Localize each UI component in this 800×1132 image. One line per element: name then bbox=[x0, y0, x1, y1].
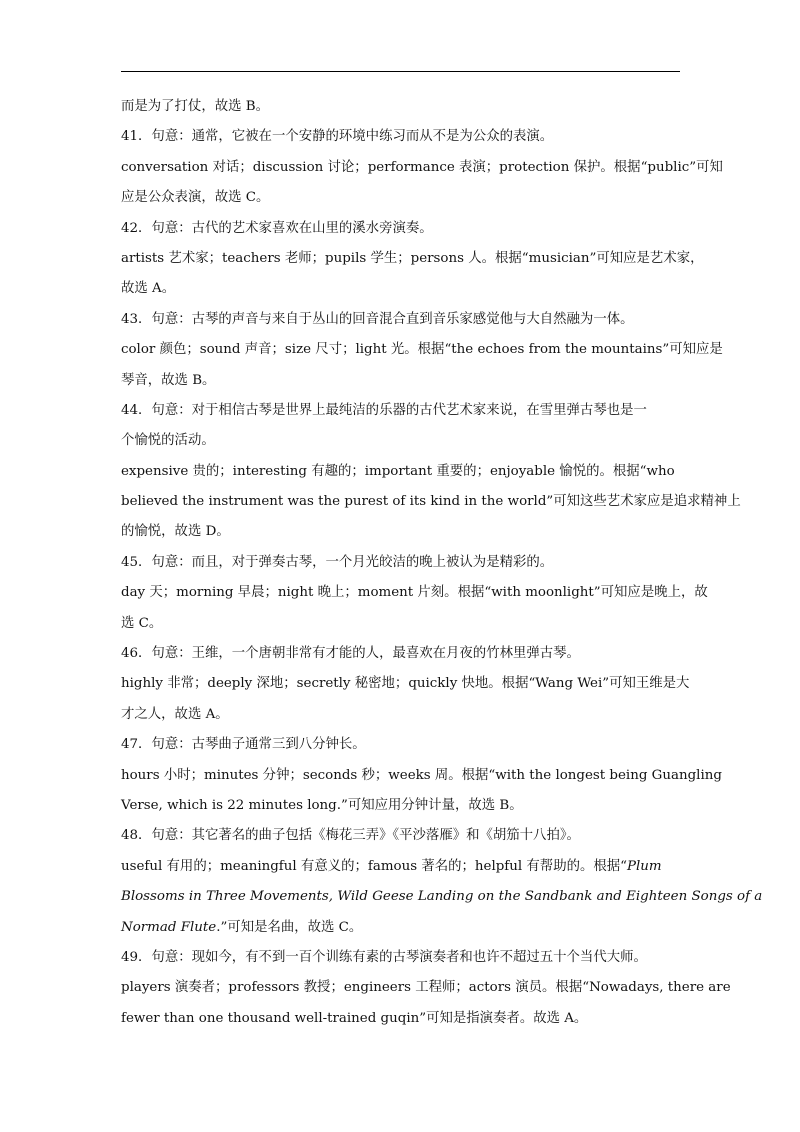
question-43-meaning: 43．句意：古琴的声音与来自于丛山的回音混合直到音乐家感觉他与大自然融为一体。 bbox=[121, 311, 634, 327]
text-line: 而是为了打仗，故选 B。 bbox=[121, 99, 270, 114]
question-49-answer: fewer than one thousand well-trained guqin”可知是指演奏者。故选 A。 bbox=[121, 1010, 588, 1026]
question-43-answer: 琴音，故选 B。 bbox=[121, 372, 216, 388]
question-48-options bbox=[121, 852, 681, 882]
question-42-options: artists 艺术家；teachers 老师；pupils 学生；persons 人。根据“musician”可知应是艺术家， bbox=[121, 250, 704, 266]
italic-title: Blossoms in Three Movements, Wild Geese Landing on the Sandbank and Eighteen Songs of a bbox=[121, 889, 763, 905]
question-45-options: day 天；morning 早晨；night 晚上；moment 片刻。根据“with moonlight”可知应是晚上，故 bbox=[121, 585, 708, 601]
italic-title: Plum bbox=[627, 858, 662, 874]
question-49-meaning: 49．句意：现如今，有不到一百个训练有素的古琴演奏者和也许不超过五十个当代大师。 bbox=[121, 949, 647, 965]
question-44-meaning: 44．句意：对于相信古琴是世界上最纯洁的乐器的古代艺术家来说，在雪里弹古琴也是一 bbox=[121, 402, 647, 418]
question-44-options: expensive 贵的；interesting 有趣的；important 重要的；enjoyable 愉悦的。根据“who bbox=[121, 463, 675, 479]
question-42-answer: 故选 A。 bbox=[121, 281, 176, 297]
question-46-options: highly 非常；deeply 深地；secretly 秘密地；quickly 快地。根据“Wang Wei”可知王维是大 bbox=[121, 676, 690, 692]
question-44-options-cont: believed the instrument was the purest of its kind in the world”可知这些艺术家应是追求精神上 bbox=[121, 494, 741, 510]
header-rule bbox=[121, 71, 680, 72]
question-44-meaning-cont: 个愉悦的活动。 bbox=[121, 433, 215, 449]
question-48-meaning: 48．句意：其它著名的曲子包括《梅花三弄》《平沙落雁》和《胡笳十八拍》。 bbox=[121, 828, 580, 844]
question-41-meaning: 41．句意：通常，它被在一个安静的环境中练习而从不是为公众的表演。 bbox=[121, 129, 554, 145]
question-41-answer: 应是公众表演，故选 C。 bbox=[121, 190, 270, 206]
question-45-answer: 选 C。 bbox=[121, 615, 163, 631]
answer-explanations bbox=[121, 92, 763, 1034]
question-48-options-cont bbox=[121, 882, 763, 912]
question-48-options-text: useful 有用的；meaningful 有意义的；famous 著名的；helpful 有帮助的。根据“ bbox=[121, 858, 627, 874]
question-47-options: hours 小时；minutes 分钟；seconds 秒；weeks 周。根据“with the longest being Guangling bbox=[121, 767, 722, 783]
question-44-answer: 的愉悦，故选 D。 bbox=[121, 524, 230, 540]
question-47-meaning: 47．句意：古琴曲子通常三到八分钟长。 bbox=[121, 737, 366, 753]
question-48-answer bbox=[121, 913, 681, 943]
question-42-meaning: 42．句意：古代的艺术家喜欢在山里的溪水旁演奏。 bbox=[121, 220, 433, 236]
italic-title: Normad Flute bbox=[121, 919, 217, 935]
question-48-answer-text: .”可知是名曲，故选 C。 bbox=[216, 919, 363, 935]
question-47-answer: Verse, which is 22 minutes long.”可知应用分钟计量，故选 B。 bbox=[121, 797, 523, 813]
question-43-options: color 颜色；sound 声音；size 尺寸；light 光。根据“the echoes from the mountains”可知应是 bbox=[121, 342, 723, 358]
question-41-options: conversation 对话；discussion 讨论；performance 表演；protection 保护。根据“public”可知 bbox=[121, 159, 723, 175]
question-49-options: players 演奏者；professors 教授；engineers 工程师；actors 演员。根据“Nowadays, there are bbox=[121, 980, 731, 996]
question-46-meaning: 46．句意：王维，一个唐朝非常有才能的人，最喜欢在月夜的竹林里弹古琴。 bbox=[121, 646, 580, 662]
question-45-meaning: 45．句意：而且，对于弹奏古琴，一个月光皎洁的晚上被认为是精彩的。 bbox=[121, 554, 554, 570]
question-46-answer: 才之人，故选 A。 bbox=[121, 706, 229, 722]
